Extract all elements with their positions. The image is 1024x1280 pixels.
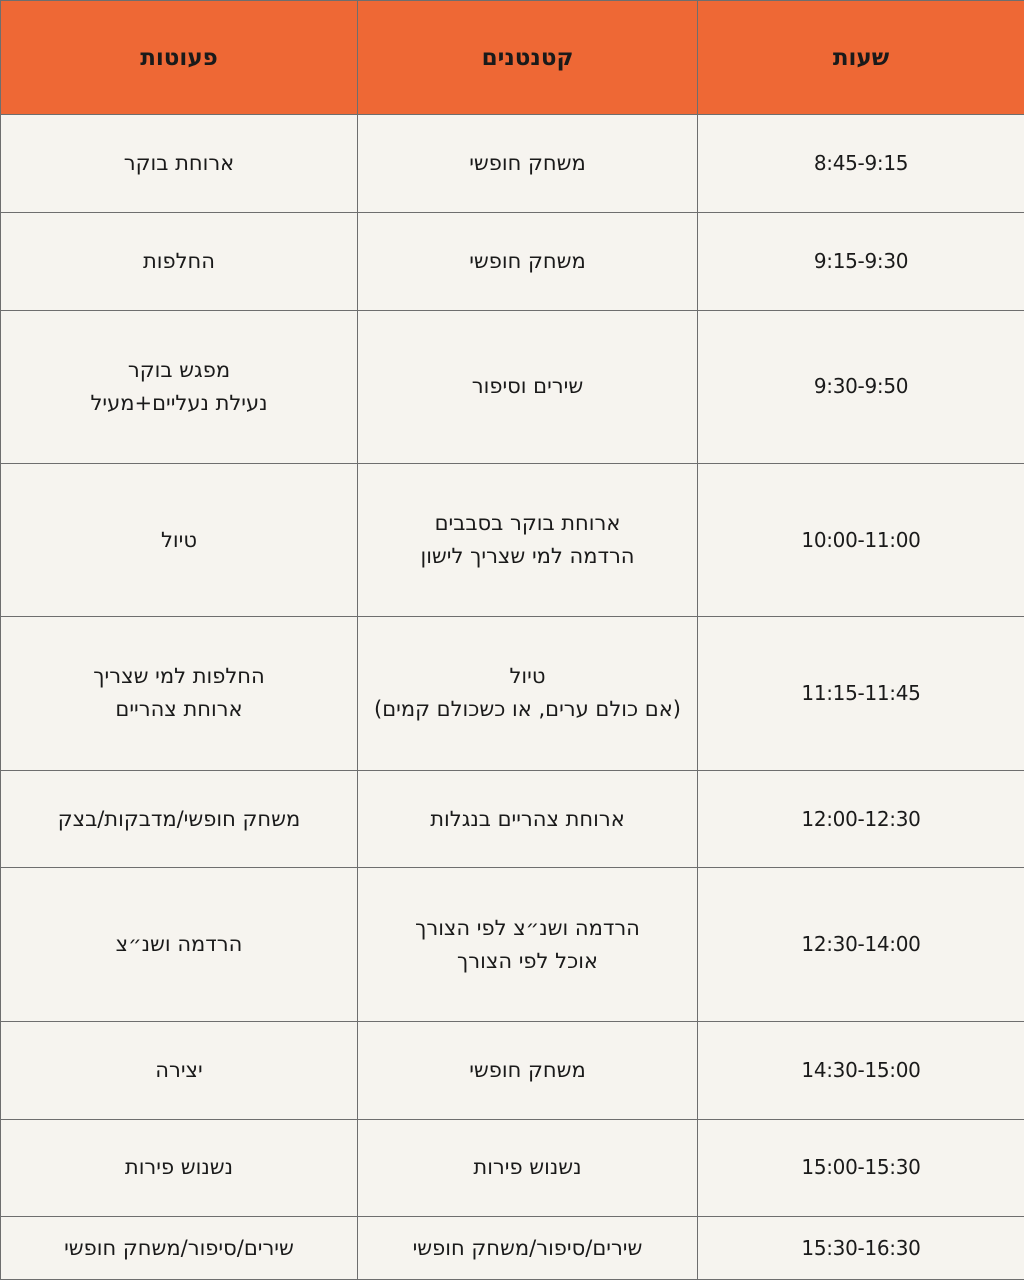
toddlers-cell: נשנוש פירות xyxy=(358,1119,698,1217)
time-cell: 15:30-16:30 xyxy=(698,1217,1024,1280)
activities-cell: שירים/סיפור/משחק חופשי xyxy=(1,1217,358,1280)
header-hours: שעות xyxy=(698,1,1024,115)
activities-cell: משחק חופשי/מדבקות/בצק xyxy=(1,770,358,868)
table-row xyxy=(1,212,1024,310)
table-row xyxy=(1,115,1024,213)
header-activities: פעוטות xyxy=(1,1,358,115)
table-row xyxy=(1,617,1024,770)
time-cell: 12:00-12:30 xyxy=(698,770,1024,868)
toddlers-cell: ארוחת צהריים בנגלות xyxy=(358,770,698,868)
table-row xyxy=(1,1119,1024,1217)
table-row xyxy=(1,1021,1024,1119)
activities-cell: החלפות למי שצריך ארוחת צהריים xyxy=(1,617,358,770)
activities-cell: מפגש בוקר נעילת נעליים+מעיל xyxy=(1,310,358,463)
activities-cell: ארוחת בוקר xyxy=(1,115,358,213)
activities-cell: נשנוש פירות xyxy=(1,1119,358,1217)
table-row xyxy=(1,1217,1024,1280)
time-cell: 14:30-15:00 xyxy=(698,1021,1024,1119)
toddlers-cell: משחק חופשי xyxy=(358,115,698,213)
header-row xyxy=(1,1,1024,115)
toddlers-cell: משחק חופשי xyxy=(358,1021,698,1119)
toddlers-cell: הרדמה ושנ״צ לפי הצורך אוכל לפי הצורך xyxy=(358,868,698,1021)
activities-cell: החלפות xyxy=(1,212,358,310)
time-cell: 15:00-15:30 xyxy=(698,1119,1024,1217)
table-row xyxy=(1,770,1024,868)
toddlers-cell: משחק חופשי xyxy=(358,212,698,310)
time-cell: 11:15-11:45 xyxy=(698,617,1024,770)
activities-cell: טיול xyxy=(1,463,358,616)
toddlers-cell: ארוחת בוקר בסבבים הרדמה למי שצריך לישון xyxy=(358,463,698,616)
activities-cell: הרדמה ושנ״צ xyxy=(1,868,358,1021)
time-cell: 8:45-9:15 xyxy=(698,115,1024,213)
toddlers-cell: שירים וסיפור xyxy=(358,310,698,463)
time-cell: 9:15-9:30 xyxy=(698,212,1024,310)
table-row xyxy=(1,868,1024,1021)
table-row xyxy=(1,310,1024,463)
activities-cell: יצירה xyxy=(1,1021,358,1119)
time-cell: 12:30-14:00 xyxy=(698,868,1024,1021)
time-cell: 9:30-9:50 xyxy=(698,310,1024,463)
table-row xyxy=(1,463,1024,616)
header-toddlers: קטנטנים xyxy=(358,1,698,115)
toddlers-cell: שירים/סיפור/משחק חופשי xyxy=(358,1217,698,1280)
time-cell: 10:00-11:00 xyxy=(698,463,1024,616)
toddlers-cell: טיול (אם כולם ערים, או כשכולם קמים) xyxy=(358,617,698,770)
